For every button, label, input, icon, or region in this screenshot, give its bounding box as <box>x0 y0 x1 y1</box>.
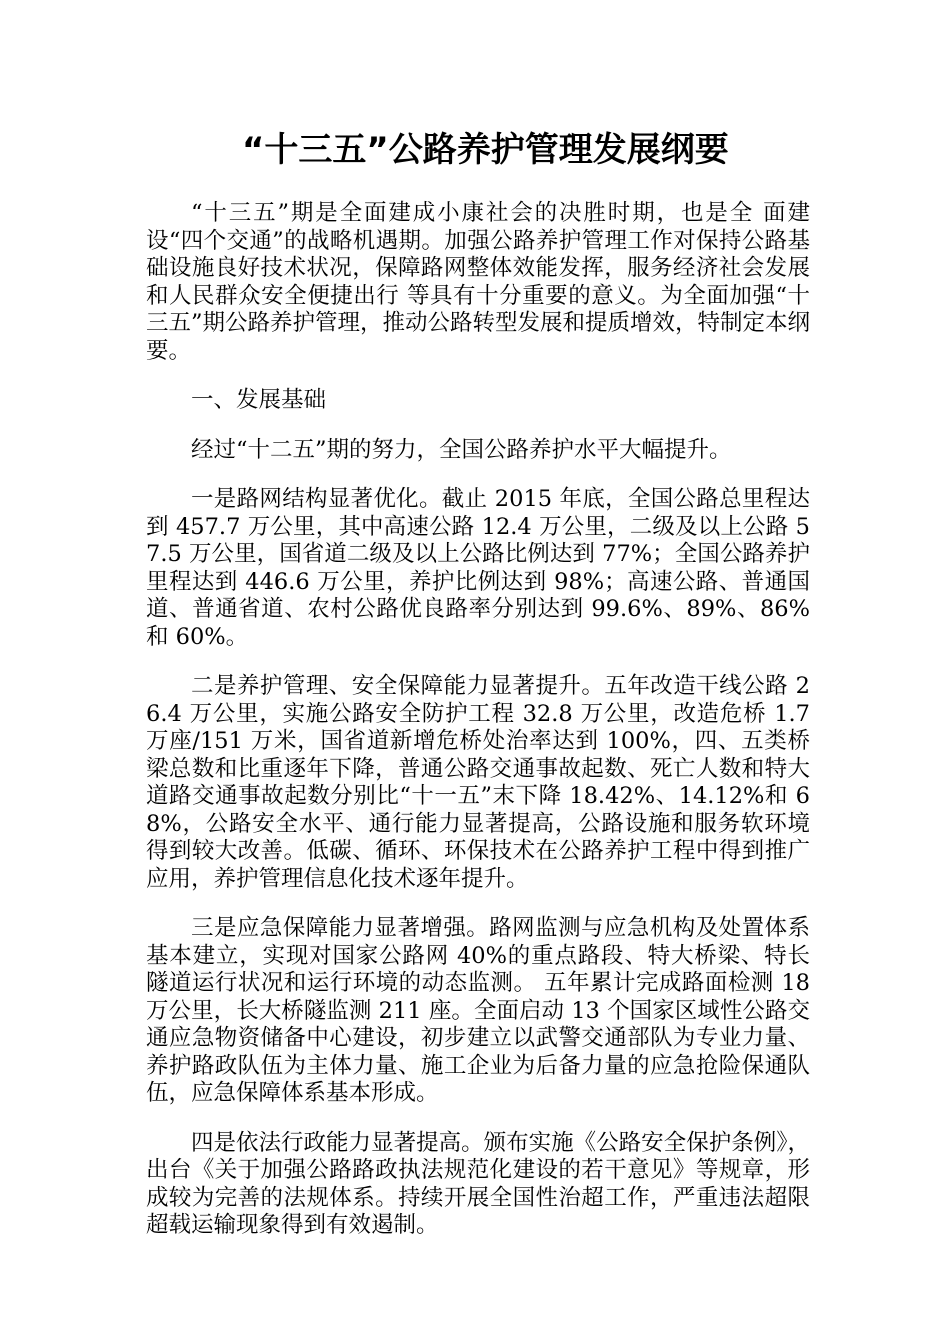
document-title: “十三五”公路养护管理发展纲要 <box>242 130 729 170</box>
section-lead-paragraph: 经过“十二五”期的努力，全国公路养护水平大幅提升。 <box>191 436 732 463</box>
point-1-paragraph: 一是路网结构显著优化。截止 2015 年底，全国公路总里程达到 457.7 万公里，其中高速公路 12.4 万公里，二级及以上公路 57.5 万公里，国省道二级及以上公路比例达到 77%；全国公路养护里程达到 446.6 万公里，养护比例达到 98%；高速公路、普通国道、普通省道、农村公路优良路率分别达到 99.6%、89%、86%和 60%。 <box>146 486 810 650</box>
intro-paragraph: “十三五”期是全面建成小康社会的决胜时期，也是全 面建设“四个交通”的战略机遇期。加强公路养护管理工作对保持公路基础设施良好技术状况，保障路网整体效能发挥，服务经济社会发展和人民群众安全便捷出行 等具有十分重要的意义。为全面加强“十三五”期公路养护管理，推动公路转型发展和提质增效，特制定本纲要。 <box>146 200 811 364</box>
point-2-paragraph: 二是养护管理、安全保障能力显著提升。五年改造干线公路 26.4 万公里，实施公路安全防护工程 32.8 万公里，改造危桥 1.7 万座/151 万米，国省道新增危桥处治率达到 100%，四、五类桥梁总数和比重逐年下降，普通公路交通事故起数、死亡人数和特大道路交通事故起数分别比“十一五”末下降 18.42%、14.12%和 68%，公路安全水平、通行能力显著提高，公路设施和服务软环境得到较大改善。低碳、循环、环保技术在公路养护工程中得到推广应用，养护管理信息化技术逐年提升。 <box>146 673 810 892</box>
document-page <box>146 124 810 1262</box>
point-4-paragraph: 四是依法行政能力显著提高。颁布实施《公路安全保护条例》，出台《关于加强公路路政执法规范化建设的若干意见》等规章，形成较为完善的法规体系。持续开展全国性治超工作，严重违法超限超载运输现象得到有效遏制。 <box>146 1129 810 1238</box>
section-heading-development-basis: 一、发展基础 <box>191 387 327 413</box>
point-3-paragraph: 三是应急保障能力显著增强。路网监测与应急机构及处置体系基本建立，实现对国家公路网 40%的重点路段、特大桥梁、特长隧道运行状况和运行环境的动态监测。 五年累计完成路面检测 18 万公里，长大桥隧监测 211 座。全面启动 13 个国家区域性公路交通应急物资储备中心建设，初步建立以武警交通部队为专业力量、养护路政队伍为主体力量、施工企业为后备力量的应急抢险保通队伍，应急保障体系基本形成。 <box>146 915 810 1106</box>
